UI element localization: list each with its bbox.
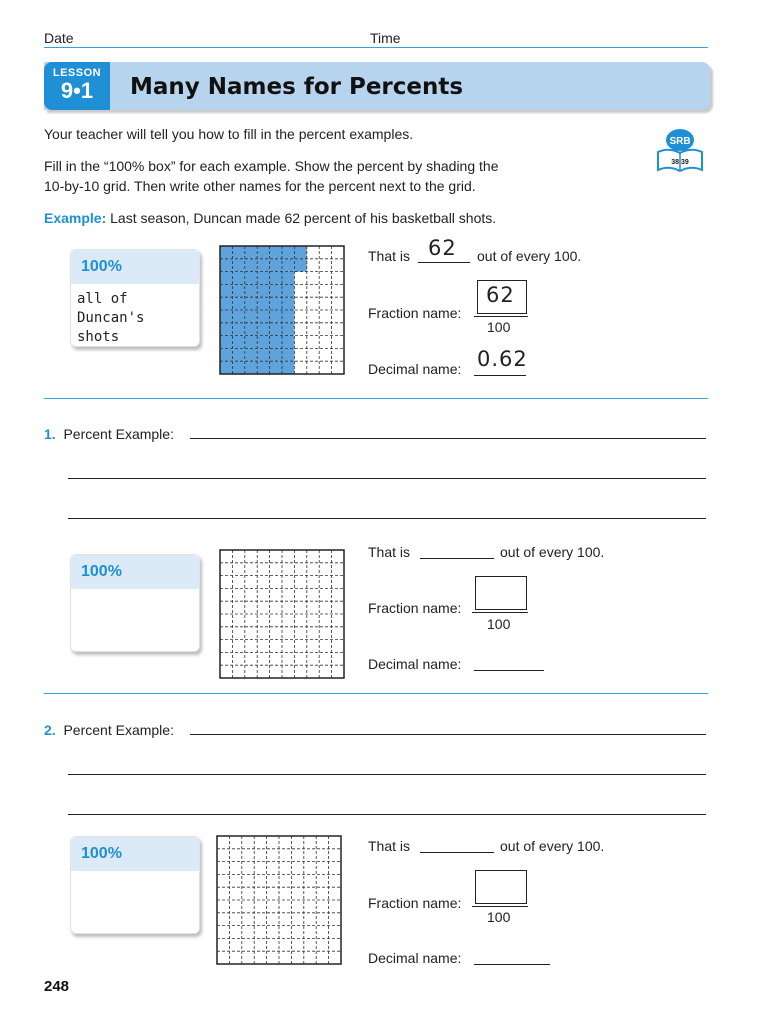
shaded-cell — [245, 284, 257, 297]
shaded-cell — [220, 310, 232, 323]
problem-2-prompt-label: Percent Example: — [63, 722, 174, 738]
problem-2-example-line[interactable] — [190, 734, 706, 735]
example-denominator: 100 — [487, 319, 511, 335]
shaded-cell — [257, 336, 269, 349]
shaded-cell — [245, 246, 257, 259]
shaded-cell — [245, 297, 257, 310]
shaded-cell — [220, 259, 232, 272]
problem-2-100-percent-card[interactable] — [70, 836, 200, 934]
problem-2-denominator: 100 — [487, 909, 511, 925]
shaded-cell — [282, 246, 294, 259]
shaded-cell — [257, 361, 269, 374]
example-decimal-label: Decimal name: — [368, 361, 462, 377]
shaded-cell — [245, 336, 257, 349]
example-numerator-value: 62 — [486, 283, 515, 307]
shaded-cell — [257, 297, 269, 310]
date-label: Date — [44, 30, 74, 46]
example-sentence — [44, 208, 496, 228]
example-that-is-label: That is — [368, 248, 411, 264]
shaded-cell — [245, 361, 257, 374]
problem-1-decimal-blank[interactable] — [474, 670, 544, 671]
shaded-cell — [232, 361, 244, 374]
shaded-cell — [257, 272, 269, 285]
card-line-1: all of — [77, 291, 128, 307]
shaded-cell — [282, 310, 294, 323]
problem-1-percent-grid[interactable] — [219, 549, 345, 679]
example-text: Last season, Duncan made 62 percent of his basketball shots. — [106, 210, 497, 226]
shaded-cell — [220, 336, 232, 349]
example-percent-grid — [219, 245, 345, 375]
shaded-cell — [282, 284, 294, 297]
card-line-2: Duncan's shots — [77, 310, 145, 345]
problem-2-fraction-label: Fraction name: — [368, 895, 462, 911]
problem-2-decimal-label: Decimal name: — [368, 950, 462, 966]
shaded-cell — [270, 297, 282, 310]
problem-1-fraction-bar — [472, 612, 528, 613]
section-divider-2 — [44, 693, 708, 694]
lesson-badge — [44, 62, 110, 110]
shaded-cell — [220, 323, 232, 336]
shaded-cell — [294, 246, 306, 259]
shaded-cell — [257, 284, 269, 297]
shaded-cell — [245, 348, 257, 361]
shaded-cell — [270, 348, 282, 361]
shaded-cell — [232, 272, 244, 285]
shaded-cell — [232, 323, 244, 336]
problem-1-answer-line-2[interactable] — [68, 478, 706, 479]
problem-2-answer-line-2[interactable] — [68, 774, 706, 775]
shaded-cell — [294, 259, 306, 272]
problem-1-decimal-label: Decimal name: — [368, 656, 462, 672]
shaded-cell — [232, 284, 244, 297]
shaded-cell — [257, 323, 269, 336]
time-label: Time — [370, 30, 401, 46]
srb-word: SRB — [669, 136, 691, 147]
problem-2-out-of-label: out of every 100. — [500, 838, 605, 854]
shaded-cell — [270, 246, 282, 259]
shaded-cell — [220, 297, 232, 310]
shaded-cell — [270, 336, 282, 349]
shaded-cell — [270, 323, 282, 336]
problem-2-answer-line-3[interactable] — [68, 814, 706, 815]
problem-2-that-is-label: That is — [368, 838, 411, 854]
shaded-cell — [245, 310, 257, 323]
shaded-cell — [282, 323, 294, 336]
example-100-percent-card — [70, 249, 200, 347]
shaded-cell — [282, 272, 294, 285]
example-fraction-bar — [474, 316, 528, 317]
shaded-cell — [232, 297, 244, 310]
problem-2-numerator-box[interactable] — [475, 870, 527, 904]
shaded-cell — [257, 246, 269, 259]
shaded-cell — [270, 272, 282, 285]
problem-1-that-is-blank[interactable] — [420, 558, 494, 559]
shaded-cell — [232, 310, 244, 323]
example-decimal-value: 0.62 — [477, 347, 528, 371]
shaded-cell — [245, 323, 257, 336]
instruction-line-3: 10-by-10 grid. Then write other names for the percent next to the grid. — [44, 178, 476, 194]
shaded-cell — [220, 246, 232, 259]
shaded-cell — [270, 361, 282, 374]
problem-1-that-is-label: That is — [368, 544, 411, 560]
shaded-cell — [232, 348, 244, 361]
problem-2-fraction-bar — [472, 906, 528, 907]
shaded-cell — [257, 348, 269, 361]
shaded-cell — [220, 361, 232, 374]
shaded-cell — [282, 259, 294, 272]
shaded-cell — [220, 272, 232, 285]
shaded-cell — [220, 284, 232, 297]
problem-1-fraction-label: Fraction name: — [368, 600, 462, 616]
shaded-cell — [282, 361, 294, 374]
shaded-cell — [270, 310, 282, 323]
shaded-cell — [282, 336, 294, 349]
example-label: Example: — [44, 210, 107, 226]
page-title: Many Names for Percents — [130, 74, 464, 100]
problem-2-number: 2. — [44, 722, 56, 738]
example-out-of-label: out of every 100. — [477, 248, 582, 264]
shaded-cell — [245, 259, 257, 272]
problem-2-percent-grid[interactable] — [216, 835, 342, 965]
example-decimal-blank — [474, 375, 526, 376]
shaded-cell — [282, 297, 294, 310]
example-that-is-blank — [418, 262, 470, 263]
card-header: 100% — [71, 250, 199, 284]
srb-pages: 38 39 — [671, 159, 689, 166]
example-that-is-value: 62 — [428, 236, 457, 260]
problem-1-out-of-label: out of every 100. — [500, 544, 605, 560]
shaded-cell — [245, 272, 257, 285]
problem-1-denominator: 100 — [487, 616, 511, 632]
problem-1-numerator-box[interactable] — [475, 576, 527, 610]
problem-1-example-line[interactable] — [190, 438, 706, 439]
shaded-cell — [257, 310, 269, 323]
shaded-cell — [232, 246, 244, 259]
example-fraction-label: Fraction name: — [368, 305, 462, 321]
section-divider-1 — [44, 398, 708, 399]
problem-1-100-percent-card[interactable] — [70, 554, 200, 652]
shaded-cell — [270, 259, 282, 272]
shaded-cell — [257, 259, 269, 272]
shaded-cell — [282, 348, 294, 361]
card-header: 100% — [71, 555, 199, 589]
shaded-cell — [232, 259, 244, 272]
srb-book-icon — [654, 126, 706, 176]
problem-1-prompt — [44, 424, 174, 444]
lesson-number: 9•1 — [60, 78, 94, 103]
shaded-cell — [270, 284, 282, 297]
lesson-word: LESSON — [52, 67, 102, 79]
problem-1-answer-line-3[interactable] — [68, 518, 706, 519]
header-rule — [44, 47, 708, 48]
shaded-cell — [220, 348, 232, 361]
problem-2-that-is-blank[interactable] — [420, 852, 494, 853]
shaded-cell — [232, 336, 244, 349]
problem-2-decimal-blank[interactable] — [474, 964, 550, 965]
problem-1-prompt-label: Percent Example: — [63, 426, 174, 442]
page-number: 248 — [44, 978, 70, 995]
instruction-line-2: Fill in the “100% box” for each example. Show the percent by shading the — [44, 158, 499, 174]
instruction-line-1: Your teacher will tell you how to fill in the percent examples. — [44, 126, 414, 142]
problem-1-number: 1. — [44, 426, 56, 442]
card-header: 100% — [71, 837, 199, 871]
problem-2-prompt — [44, 720, 174, 740]
